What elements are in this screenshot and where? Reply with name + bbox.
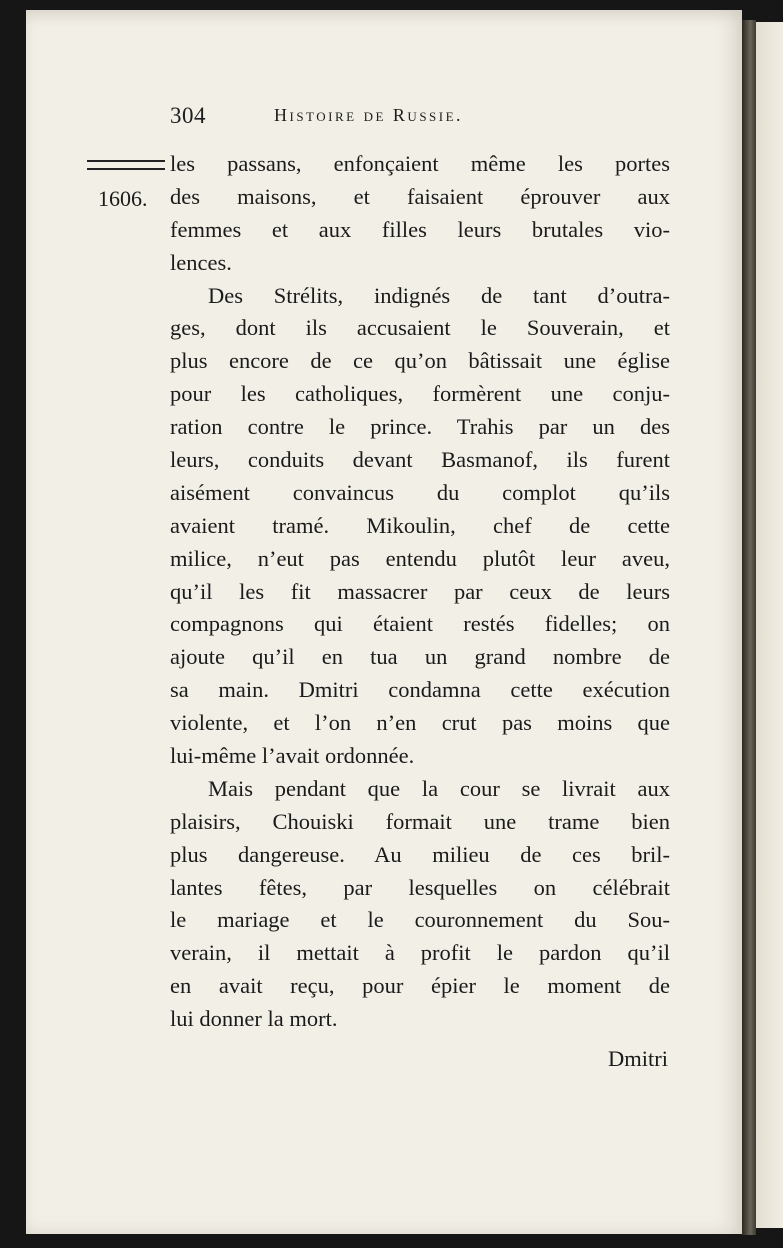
text-line: lantes fêtes, par lesquelles on célébrait	[170, 874, 670, 900]
page-number: 304	[170, 103, 206, 128]
text-line: violente, et l’on n’en crut pas moins que	[170, 710, 670, 736]
catchword: Dmitri	[608, 1046, 668, 1071]
text-line: milice, n’eut pas entendu plutôt leur aveu,	[170, 545, 670, 571]
text-line: avaient tramé. Mikoulin, chef de cette	[170, 512, 670, 538]
text-line: lui-même l’avait ordonnée.	[170, 743, 415, 769]
text-line: plus encore de ce qu’on bâtissait une église	[170, 348, 670, 374]
text-line: Des Strélits, indignés de tant d’outra-	[208, 282, 670, 308]
margin-year: 1606.	[98, 186, 148, 211]
text-line: le mariage et le couronnement du Sou-	[170, 907, 670, 933]
text-line: en avait reçu, pour épier le moment de	[170, 973, 670, 999]
text-line: Mais pendant que la cour se livrait aux	[208, 775, 670, 801]
body-text	[170, 148, 670, 1036]
margin-rule-mark	[87, 160, 165, 170]
text-line: ration contre le prince. Trahis par un des	[170, 414, 670, 440]
running-title: Histoire de Russie.	[274, 105, 464, 125]
text-line: lences.	[170, 249, 232, 275]
text-line: des maisons, et faisaient éprouver aux	[170, 183, 670, 209]
text-line: pour les catholiques, formèrent une conju-	[170, 381, 670, 407]
text-line: les passans, enfonçaient même les portes	[170, 151, 670, 176]
text-line: femmes et aux filles leurs brutales vio-	[170, 216, 670, 242]
page-header	[170, 103, 670, 133]
text-line: plaisirs, Chouiski formait une trame bien	[170, 808, 670, 834]
text-line: compagnons qui étaient restés fidelles; on	[170, 611, 670, 637]
text-line: ges, dont ils accusaient le Souverain, et	[170, 315, 670, 341]
text-line: verain, il mettait à profit le pardon qu’il	[170, 940, 670, 966]
text-line: plus dangereuse. Au milieu de ces bril-	[170, 841, 670, 867]
text-line: sa main. Dmitri condamna cette exécution	[170, 677, 670, 703]
book-gutter	[742, 20, 756, 1235]
text-line: qu’il les fit massacrer par ceux de leurs	[170, 578, 670, 604]
facing-page-edge	[756, 22, 783, 1228]
text-line: aisément convaincus du complot qu’ils	[170, 479, 670, 505]
text-line: ajoute qu’il en tua un grand nombre de	[170, 644, 670, 670]
text-line: leurs, conduits devant Basmanof, ils furent	[170, 447, 670, 473]
text-line: lui donner la mort.	[170, 1006, 338, 1032]
